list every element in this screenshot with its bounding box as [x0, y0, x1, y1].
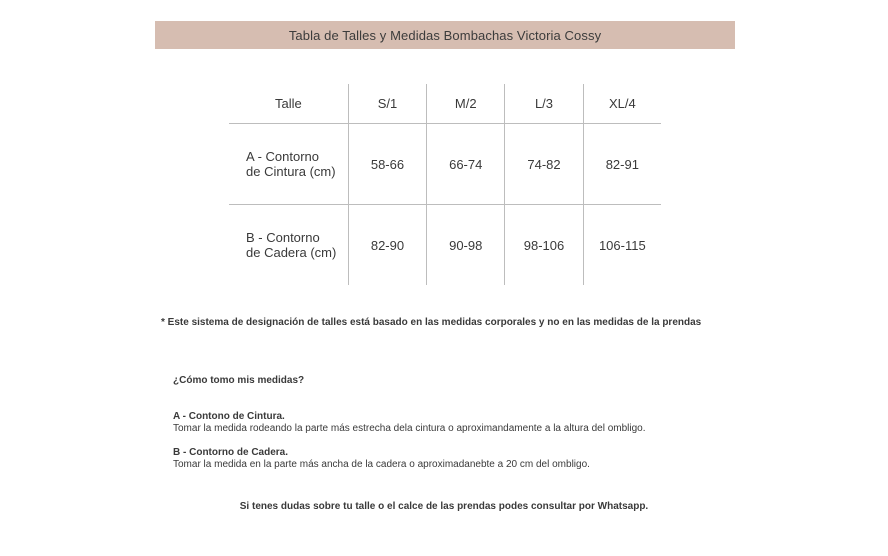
whatsapp-contact-note: Si tenes dudas sobre tu talle o el calce de las prendas podes consultar por Whatsapp.	[239, 501, 649, 512]
header-size-l: L/3	[505, 84, 583, 124]
table-cell: 106-115	[583, 205, 661, 286]
header-size-xl: XL/4	[583, 84, 661, 124]
howto-item-title: B - Contorno de Cadera.	[173, 447, 289, 458]
table-cell: 82-91	[583, 124, 661, 205]
table-header-row	[229, 84, 661, 124]
howto-item-text: Tomar la medida en la parte más ancha de la cadera o aproximadanebte a 20 cm del ombligo.	[173, 459, 590, 470]
header-size-m: M/2	[427, 84, 505, 124]
page-title: Tabla de Talles y Medidas Bombachas Victoria Cossy	[288, 27, 602, 43]
howto-item-cadera	[173, 447, 590, 471]
row-label	[229, 124, 348, 205]
table-cell: 90-98	[427, 205, 505, 286]
size-table	[229, 84, 661, 285]
header-size-s: S/1	[348, 84, 426, 124]
howto-item-text: Tomar la medida rodeando la parte más estrecha dela cintura o aproximandamente a la altura del ombligo.	[173, 423, 646, 434]
table-cell: 66-74	[427, 124, 505, 205]
table-row-cintura	[229, 124, 661, 205]
howto-item-cintura	[173, 411, 646, 435]
sizing-note: * Este sistema de designación de talles está basado en las medidas corporales y no en las medidas de la prendas	[161, 317, 702, 328]
row-label-line2: de Cintura (cm)	[246, 164, 336, 179]
row-label-line1: A - Contorno	[246, 149, 319, 164]
table-cell: 74-82	[505, 124, 583, 205]
row-label-line1: B - Contorno	[246, 230, 320, 245]
row-label-line2: de Cadera (cm)	[246, 245, 337, 260]
page-title-banner	[155, 21, 735, 49]
table-row-cadera	[229, 205, 661, 286]
row-label	[229, 205, 348, 286]
table-cell: 82-90	[348, 205, 426, 286]
header-talle: Talle	[229, 84, 348, 124]
table-cell: 98-106	[505, 205, 583, 286]
howto-item-title: A - Contono de Cintura.	[173, 411, 285, 422]
howto-question: ¿Cómo tomo mis medidas?	[173, 375, 305, 386]
table-cell: 58-66	[348, 124, 426, 205]
